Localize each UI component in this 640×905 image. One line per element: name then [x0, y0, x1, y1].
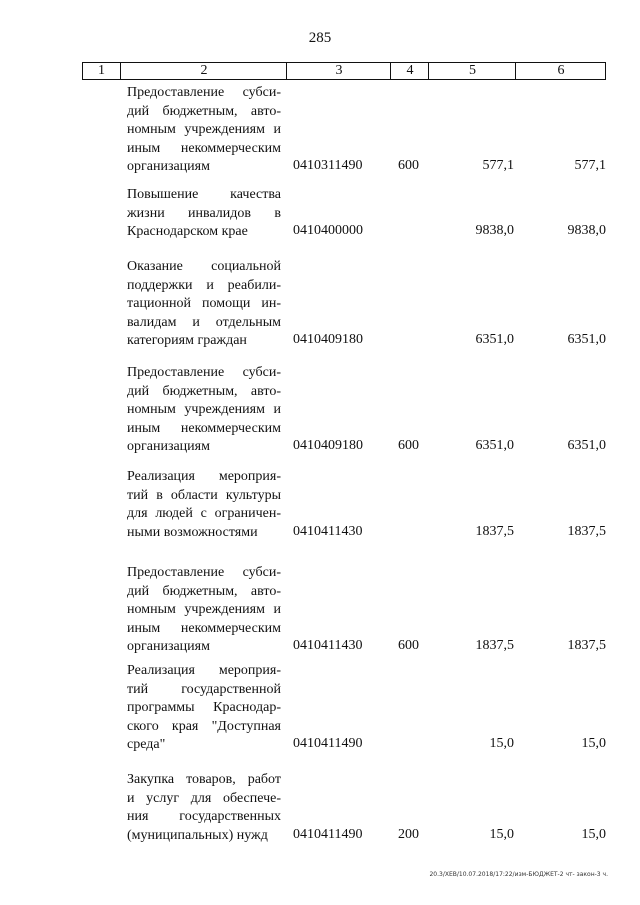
description-line: иным некоммерческим	[127, 420, 281, 436]
row-value-col6: 15,0	[581, 826, 606, 842]
row-description	[127, 468, 281, 542]
row-value-col6: 9838,0	[567, 223, 606, 239]
row-description	[127, 364, 281, 457]
description-line: жизни инвалидов в	[127, 205, 281, 221]
row-code: 0410400000	[293, 223, 363, 239]
description-line: Предоставление субси-	[127, 365, 281, 380]
row-value-col5: 1837,5	[475, 523, 514, 539]
description-line: ными возможностями	[127, 524, 258, 540]
description-line: Оказание социальной	[127, 259, 281, 274]
description-line: Повышение качества	[127, 187, 281, 202]
description-line: тий в области культуры	[127, 487, 281, 503]
row-value-col6: 15,0	[581, 736, 606, 752]
description-line: номным учреждениям и	[127, 602, 281, 618]
header-cell-5: 5	[428, 63, 516, 79]
description-line: иным некоммерческим	[127, 620, 281, 636]
row-expense-type: 600	[398, 158, 419, 174]
row-code: 0410411430	[293, 638, 363, 654]
description-line: номным учреждениям и	[127, 402, 281, 418]
description-line: Предоставление субси-	[127, 565, 281, 580]
header-cell-2: 2	[120, 63, 287, 79]
description-line: организациям	[127, 639, 210, 655]
row-value-col5: 15,0	[489, 826, 514, 842]
row-code: 0410409180	[293, 332, 363, 348]
row-expense-type: 600	[398, 438, 419, 454]
header-cell-3: 3	[286, 63, 391, 79]
description-line: программы Краснодар-	[127, 700, 281, 716]
row-code: 0410311490	[293, 158, 363, 174]
description-line: ния государственных	[127, 809, 281, 825]
description-line: ского края "Доступная	[127, 718, 281, 734]
description-line: поддержки и реабили-	[127, 277, 281, 293]
description-line: Закупка товаров, работ	[127, 772, 281, 787]
row-description	[127, 258, 281, 351]
description-line: и услуг для обеспече-	[127, 790, 281, 806]
row-expense-type: 200	[398, 826, 419, 842]
description-line: дий бюджетным, авто-	[127, 103, 281, 119]
row-description	[127, 84, 281, 177]
row-value-col5: 577,1	[482, 158, 514, 174]
row-value-col6: 577,1	[574, 158, 606, 174]
description-line: дий бюджетным, авто-	[127, 583, 281, 599]
row-code: 0410409180	[293, 438, 363, 454]
description-line: Реализация мероприя-	[127, 663, 281, 678]
row-description	[127, 771, 281, 845]
description-line: иным некоммерческим	[127, 140, 281, 156]
description-line: для людей с ограничен-	[127, 506, 281, 522]
row-value-col5: 1837,5	[475, 638, 514, 654]
description-line: тий государственной	[127, 681, 281, 697]
row-description	[127, 662, 281, 755]
row-code: 0410411490	[293, 826, 363, 842]
table-header-row	[82, 62, 606, 80]
header-cell-6: 6	[515, 63, 606, 79]
row-value-col5: 9838,0	[475, 223, 514, 239]
description-line: Предоставление субси-	[127, 85, 281, 100]
row-expense-type: 600	[398, 638, 419, 654]
description-line: валидам и отдельным	[127, 314, 281, 330]
row-value-col6: 1837,5	[567, 523, 606, 539]
description-line: среда"	[127, 737, 166, 753]
description-line: организациям	[127, 439, 210, 455]
row-value-col5: 6351,0	[475, 332, 514, 348]
row-value-col6: 6351,0	[567, 438, 606, 454]
description-line: Краснодарском крае	[127, 224, 248, 240]
row-description	[127, 564, 281, 657]
description-line: категориям граждан	[127, 333, 247, 349]
header-cell-4: 4	[390, 63, 429, 79]
description-line: тационной помощи ин-	[127, 296, 281, 312]
description-line: организациям	[127, 159, 210, 175]
row-value-col6: 1837,5	[567, 638, 606, 654]
description-line: дий бюджетным, авто-	[127, 383, 281, 399]
row-value-col5: 6351,0	[475, 438, 514, 454]
description-line: Реализация мероприя-	[127, 469, 281, 484]
document-footer: 20.3/ХЕВ/10.07.2018/17:22/изм-БЮДЖЕТ-2 чт- закон-3 ч.	[429, 871, 608, 878]
row-code: 0410411490	[293, 736, 363, 752]
page-number: 285	[308, 30, 332, 46]
description-line: (муниципальных) нужд	[127, 827, 268, 843]
description-line: номным учреждениям и	[127, 122, 281, 138]
header-cell-1: 1	[98, 63, 105, 78]
row-value-col5: 15,0	[489, 736, 514, 752]
row-code: 0410411430	[293, 523, 363, 539]
row-description	[127, 186, 281, 242]
row-value-col6: 6351,0	[567, 332, 606, 348]
